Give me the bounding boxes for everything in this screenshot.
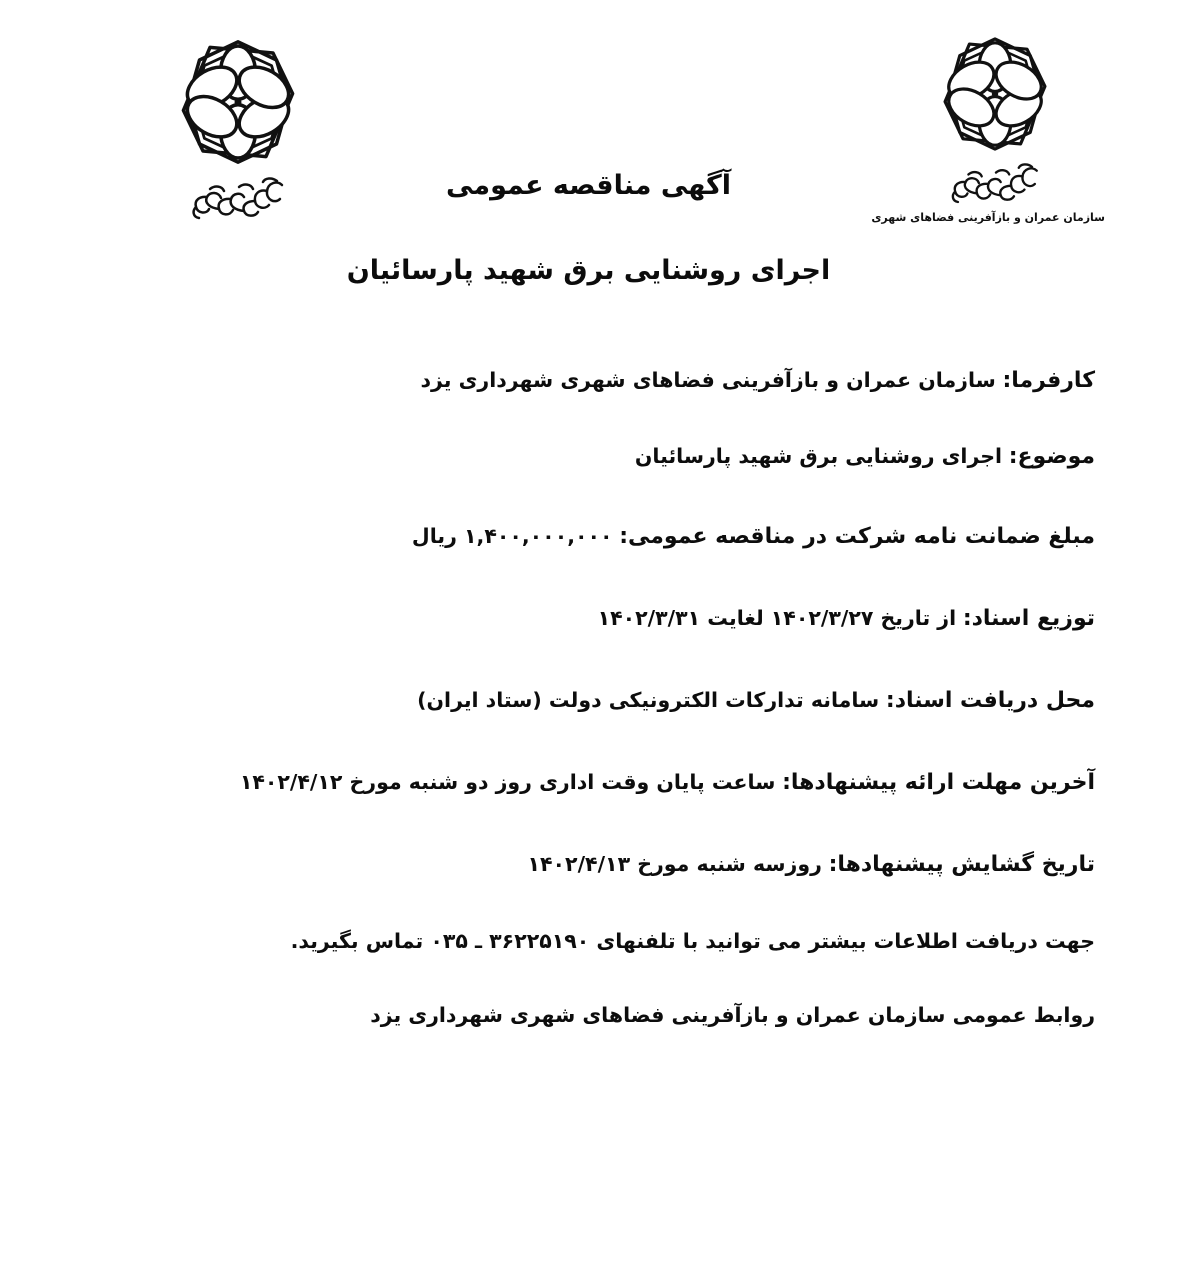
- document-footer: [82, 1000, 1095, 1031]
- field-row-document-source: [82, 684, 1095, 717]
- field-label-opening-date: تاریخ گشایش پیشنهادها:: [828, 852, 1095, 877]
- document-header: [0, 0, 1177, 310]
- field-row-submission-deadline: [82, 766, 1095, 799]
- field-value-document-source: سامانه تدارکات الکترونیکی دولت (ستاد ایران): [417, 688, 880, 712]
- yazd-rosette-emblem-icon: [168, 32, 308, 172]
- logo-subtitle-right: سازمان عمران و بازآفرینی فضاهای شهری: [871, 211, 1105, 224]
- contact-text: جهت دریافت اطلاعات بیشتر می توانید با تلفنهای ۳۶۲۲۵۱۹۰ ـ ۰۳۵ تماس بگیرید.: [290, 929, 1095, 953]
- rosette-center-dot: [235, 99, 242, 106]
- announcement-title: آگهی مناقصه عمومی: [446, 170, 731, 201]
- field-label-guarantee-amount: مبلغ ضمانت نامه شرکت در مناقصه عمومی:: [619, 524, 1095, 549]
- field-value-employer: سازمان عمران و بازآفرینی فضاهای شهری شهرداری یزد: [420, 368, 996, 392]
- field-row-guarantee-amount: [82, 520, 1095, 553]
- field-row-document-distribution: [82, 602, 1095, 635]
- field-row-employer: [82, 364, 1095, 397]
- field-label-document-distribution: توزیع اسناد:: [962, 606, 1095, 631]
- field-row-subject: [82, 440, 1095, 473]
- contact-information: [82, 926, 1095, 957]
- field-value-submission-deadline: ساعت پایان وقت اداری روز دو شنبه مورخ ۱۴۰۲/۴/۱۲: [239, 770, 776, 794]
- field-label-submission-deadline: آخرین مهلت ارائه پیشنهادها:: [782, 770, 1095, 795]
- field-value-document-distribution: از تاریخ ۱۴۰۲/۳/۲۷ لغایت ۱۴۰۲/۳/۳۱: [597, 606, 957, 630]
- field-label-employer: کارفرما:: [1002, 368, 1095, 393]
- field-label-document-source: محل دریافت اسناد:: [885, 688, 1095, 713]
- rosette-center-dot: [992, 91, 998, 97]
- field-value-opening-date: روزسه شنبه مورخ ۱۴۰۲/۴/۱۳: [527, 852, 822, 876]
- yazd-rosette-emblem-icon: [931, 30, 1059, 158]
- field-row-opening-date: [82, 848, 1095, 881]
- announcement-subject-title: اجرای روشنایی برق شهید پارسائیان: [346, 255, 831, 286]
- field-value-subject: اجرای روشنایی برق شهید پارسائیان: [634, 444, 1003, 468]
- field-value-guarantee-amount: ۱,۴۰۰,۰۰۰,۰۰۰ ریال: [411, 524, 613, 548]
- field-label-subject: موضوع:: [1008, 444, 1095, 469]
- footer-text: روابط عمومی سازمان عمران و بازآفرینی فضاهای شهری شهرداری یزد: [370, 1003, 1095, 1027]
